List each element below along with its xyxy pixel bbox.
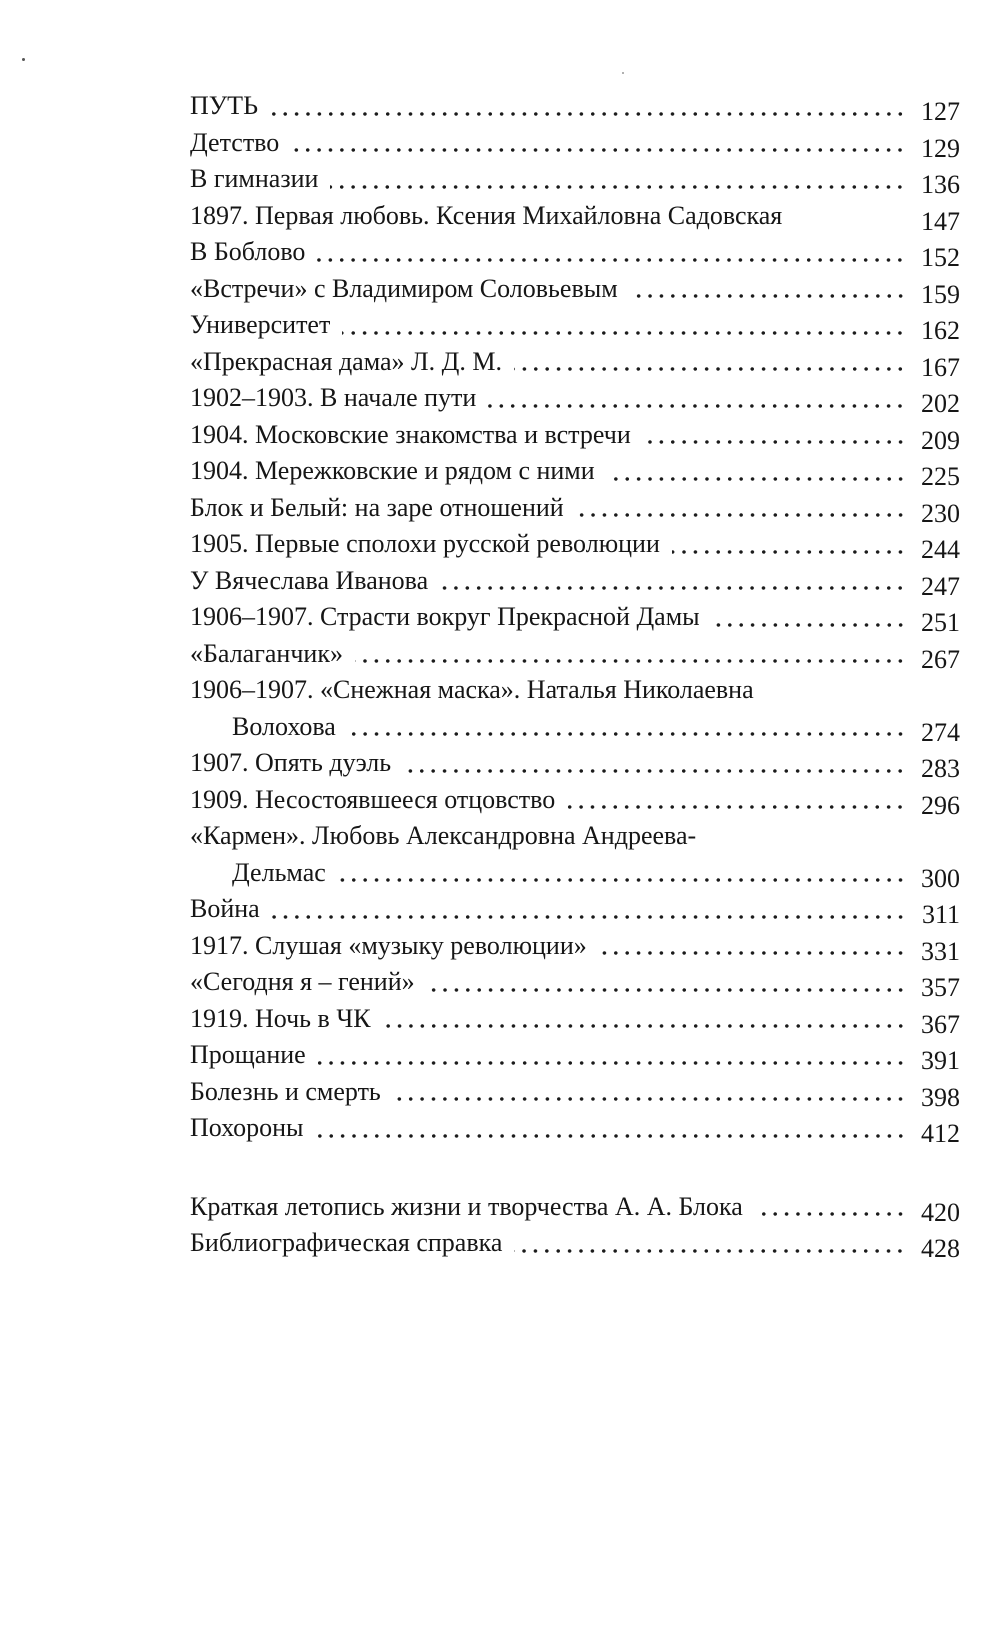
toc-entry-page: 209	[921, 425, 960, 455]
toc-entry-page: 357	[921, 973, 960, 1002]
dot-leader	[342, 331, 906, 335]
toc-entry-page: 391	[921, 1046, 960, 1075]
scan-speck	[622, 72, 624, 74]
toc-entry[interactable]	[190, 1037, 960, 1074]
dot-leader	[755, 1212, 906, 1216]
toc-entry-title: В гимназии	[190, 164, 319, 193]
dot-leader	[672, 550, 906, 554]
toc-entry[interactable]	[190, 453, 960, 490]
toc-entry-page: 420	[921, 1197, 960, 1227]
dot-leader	[440, 586, 906, 590]
toc-entry-title: Краткая летопись жизни и творчества А. А. Блока	[190, 1191, 743, 1221]
toc-entry-page: 159	[921, 279, 960, 309]
dot-leader	[393, 1097, 906, 1101]
toc-entry-title: 1897. Первая любовь. Ксения Михайловна Садовская	[190, 200, 783, 230]
toc-entry-page: 247	[921, 571, 960, 601]
toc-entry-title: Детство	[190, 127, 280, 157]
toc-entry-page: 225	[921, 462, 960, 491]
toc-entry-title: 1904. Московские знакомства и встречи	[190, 419, 631, 449]
toc-entry-title: Похороны	[190, 1113, 304, 1142]
toc-entry-page: 244	[921, 535, 960, 564]
toc-entry[interactable]	[190, 563, 960, 600]
toc-entry-title: «Кармен». Любовь Александровна Андреева-	[190, 821, 697, 850]
toc-entry-page: 311	[921, 900, 960, 929]
toc-entry[interactable]	[190, 599, 960, 636]
toc-entry[interactable]	[190, 417, 960, 454]
dot-leader	[630, 294, 906, 298]
toc-entry-continuation	[190, 709, 960, 746]
dot-leader	[348, 732, 906, 736]
toc-entry[interactable]	[190, 198, 960, 235]
toc-entry-page: 152	[921, 243, 960, 272]
dot-leader	[317, 258, 906, 262]
toc-entry[interactable]	[190, 526, 960, 563]
toc-entry-title-cont: Дельмас	[232, 857, 326, 887]
toc-entry[interactable]	[190, 271, 960, 308]
scan-speck	[22, 58, 25, 61]
toc-appendix-entry[interactable]	[190, 1189, 960, 1226]
dot-leader	[599, 951, 906, 955]
toc-entry[interactable]	[190, 672, 960, 745]
toc-entry[interactable]	[190, 1001, 960, 1038]
toc-entry-title: 1906–1907. Страсти вокруг Прекрасной Дамы	[190, 602, 700, 631]
dot-leader	[488, 404, 906, 408]
toc-entry-title: 1917. Слушая «музыку революции»	[190, 930, 587, 960]
toc-entry[interactable]	[190, 88, 960, 125]
toc-entry-title: В Боблово	[190, 237, 306, 266]
dot-leader	[272, 915, 906, 919]
toc-entry-page: 267	[921, 644, 960, 674]
dot-leader	[355, 659, 906, 663]
toc-entry-title: У Вячеслава Иванова	[190, 565, 429, 595]
toc-entry[interactable]	[190, 1074, 960, 1111]
toc-entry[interactable]	[190, 344, 960, 381]
toc-entry-title: 1906–1907. «Снежная маска». Наталья Николаевна	[190, 675, 754, 704]
toc-entry-page: 167	[921, 352, 960, 382]
dot-leader	[567, 805, 906, 809]
dot-leader	[338, 878, 906, 882]
dot-leader	[383, 1024, 906, 1028]
dot-leader	[270, 112, 906, 116]
toc-entry-title: «Сегодня я – гений»	[190, 967, 415, 996]
toc-entry-title: 1904. Мережковские и рядом с ними	[190, 456, 595, 485]
toc-entry-title-cont: Волохова	[232, 711, 336, 741]
toc-entry[interactable]	[190, 234, 960, 271]
toc-entry[interactable]	[190, 745, 960, 782]
toc-entry-page: 129	[921, 133, 960, 163]
toc-entry[interactable]	[190, 782, 960, 819]
toc-entry[interactable]	[190, 161, 960, 198]
dot-leader	[403, 769, 906, 773]
toc-entry-page: 296	[921, 790, 960, 820]
toc-entry-title: Прощание	[190, 1040, 306, 1069]
toc-entry-title: Библиографическая справка	[190, 1228, 503, 1257]
toc-entry-title: «Встречи» с Владимиром Соловьевым	[190, 273, 618, 303]
toc-entry-title: «Балаганчик»	[190, 638, 343, 668]
dot-leader	[330, 185, 906, 189]
toc-entry[interactable]	[190, 490, 960, 527]
toc-entry[interactable]	[190, 928, 960, 965]
toc-entry-page: 412	[921, 1119, 960, 1148]
dot-leader	[576, 513, 906, 517]
dot-leader	[318, 1061, 906, 1065]
toc-entry-title: 1909. Несостоявшееся отцовство	[190, 784, 556, 814]
toc-entry-page: 398	[921, 1082, 960, 1112]
toc-entry[interactable]	[190, 1110, 960, 1147]
toc-entry[interactable]	[190, 380, 960, 417]
toc-entry[interactable]	[190, 818, 960, 891]
toc-appendix-entry[interactable]	[190, 1225, 960, 1262]
toc-entry[interactable]	[190, 125, 960, 162]
toc-entry-title: «Прекрасная дама» Л. Д. М.	[190, 346, 503, 376]
toc-entry-title: Университет	[190, 310, 331, 339]
table-of-contents	[190, 88, 960, 1262]
toc-entry-title: 1905. Первые сполохи русской революции	[190, 529, 660, 558]
toc-entry-page: 230	[921, 498, 960, 528]
toc-entry-page: 127	[921, 97, 960, 126]
toc-entry-title: Болезнь и смерть	[190, 1076, 381, 1106]
section-gap	[190, 1147, 960, 1189]
toc-entry-page: 300	[921, 863, 960, 893]
toc-entry-page: 147	[921, 206, 960, 236]
toc-entry[interactable]	[190, 891, 960, 928]
toc-entry-title: 1902–1903. В начале пути	[190, 383, 477, 412]
dot-leader	[316, 1134, 906, 1138]
toc-entry-title: Война	[190, 894, 260, 923]
dot-leader	[794, 221, 906, 225]
toc-entry-page: 202	[921, 389, 960, 418]
toc-entry-page: 428	[921, 1234, 960, 1263]
dot-leader	[643, 440, 906, 444]
toc-entry-page: 251	[921, 608, 960, 637]
dot-leader	[514, 1249, 906, 1253]
dot-leader	[514, 367, 906, 371]
toc-entry-title: Блок и Белый: на заре отношений	[190, 492, 564, 522]
toc-entry[interactable]	[190, 307, 960, 344]
toc-entry-page: 367	[921, 1009, 960, 1039]
toc-entry-page: 331	[921, 936, 960, 966]
dot-leader	[427, 988, 906, 992]
toc-entry-title: 1907. Опять дуэль	[190, 748, 392, 777]
toc-entry[interactable]	[190, 636, 960, 673]
toc-entry-continuation	[190, 855, 960, 892]
toc-entry-page: 274	[921, 717, 960, 747]
dot-leader	[607, 477, 906, 481]
toc-entry-page: 283	[921, 754, 960, 783]
dot-leader	[712, 623, 906, 627]
toc-entry[interactable]	[190, 964, 960, 1001]
dot-leader	[291, 148, 906, 152]
toc-entry-page: 136	[921, 170, 960, 199]
toc-entry-title: ПУТЬ	[190, 91, 258, 120]
toc-entry-title: 1919. Ночь в ЧК	[190, 1003, 371, 1033]
toc-entry-page: 162	[921, 316, 960, 345]
